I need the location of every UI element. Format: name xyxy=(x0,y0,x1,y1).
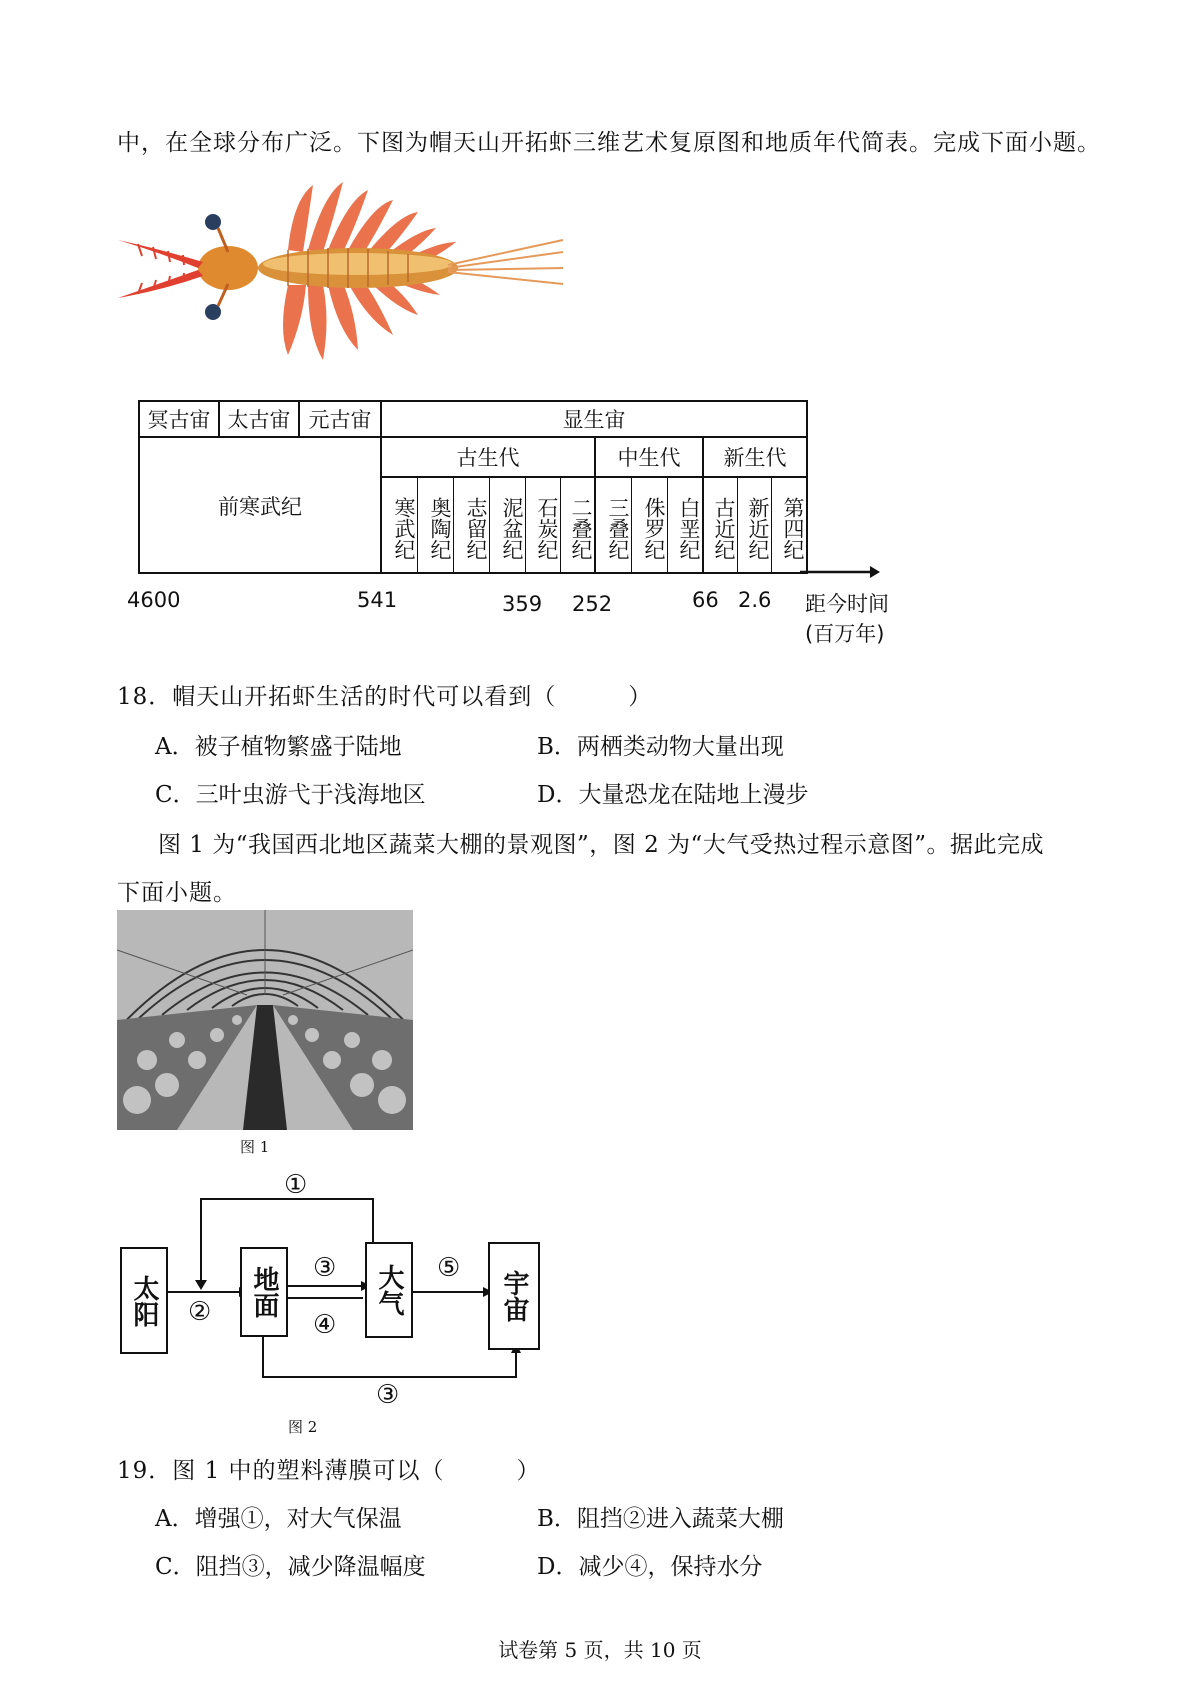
period-triassic: 三叠纪 xyxy=(596,478,632,573)
tick-359: 359 xyxy=(502,592,543,616)
node-atmosphere xyxy=(365,1242,413,1338)
tick-66: 66 xyxy=(692,588,719,612)
period-carboniferous: 石炭纪 xyxy=(526,478,561,573)
q18-option-a[interactable]: A．被子植物繁盛于陆地 xyxy=(155,734,402,760)
intro2-line2: 下面小题。 xyxy=(117,880,237,906)
q19-option-c[interactable]: C．阻挡③，减少降温幅度 xyxy=(155,1554,426,1580)
era-paleozoic: 古生代 xyxy=(382,438,596,478)
precambrian: 前寒武纪 xyxy=(140,438,382,573)
q18-option-b[interactable]: B．两栖类动物大量出现 xyxy=(537,734,784,760)
period-jurassic: 侏罗纪 xyxy=(632,478,668,573)
atmosphere-heating-diagram xyxy=(115,1165,545,1415)
period-permian: 二叠纪 xyxy=(561,478,596,573)
node-universe xyxy=(488,1242,540,1350)
period-ordovician: 奥陶纪 xyxy=(418,478,454,573)
label-4: ④ xyxy=(313,1310,337,1340)
q19-option-b[interactable]: B．阻挡②进入蔬菜大棚 xyxy=(537,1506,784,1532)
eon-hadean: 冥古宙 xyxy=(140,402,220,438)
period-devonian: 泥盆纪 xyxy=(490,478,526,573)
label-3: ③ xyxy=(313,1253,337,1283)
period-quaternary: 第四纪 xyxy=(781,497,805,560)
axis-label-time: 距今时间 xyxy=(805,592,889,616)
label-1: ① xyxy=(284,1170,308,1200)
tick-2.6: 2.6 xyxy=(738,588,772,612)
tick-4600: 4600 xyxy=(127,588,181,612)
q18-option-c[interactable]: C．三叶虫游弋于浅海地区 xyxy=(155,782,426,808)
time-axis-arrow xyxy=(800,562,880,582)
node-sun xyxy=(120,1247,168,1354)
shrimp-fossil-illustration xyxy=(118,180,618,365)
label-3-bottom: ③ xyxy=(376,1380,400,1410)
node-universe-label: 宇宙 xyxy=(499,1270,529,1322)
intro2-line1: 图 1 为“我国西北地区蔬菜大棚的景观图”，图 2 为“大气受热过程示意图”。据此完成 xyxy=(158,832,1045,858)
fig2-caption: 图 2 xyxy=(288,1418,318,1436)
era-mesozoic: 中生代 xyxy=(596,438,704,478)
q19-stem: 19．图 1 中的塑料薄膜可以（ ） xyxy=(117,1458,541,1484)
node-ground-label: 地面 xyxy=(249,1266,279,1318)
tick-541: 541 xyxy=(357,588,398,612)
eon-proterozoic: 元古宙 xyxy=(300,402,382,438)
node-ground xyxy=(240,1247,288,1337)
node-sun-label: 太阳 xyxy=(129,1274,159,1327)
fig1-caption: 图 1 xyxy=(240,1138,270,1156)
period-paleogene: 古近纪 xyxy=(704,478,738,573)
label-2: ② xyxy=(188,1297,212,1327)
q19-option-a[interactable]: A．增强①，对大气保温 xyxy=(155,1506,402,1532)
period-cretaceous: 白垩纪 xyxy=(668,478,704,573)
q18-stem: 18．帽天山开拓虾生活的时代可以看到（ ） xyxy=(117,684,653,710)
eon-archean: 太古宙 xyxy=(220,402,300,438)
period-silurian: 志留纪 xyxy=(454,478,490,573)
tick-252: 252 xyxy=(572,592,613,616)
eon-phanerozoic: 显生宙 xyxy=(382,402,806,438)
period-cambrian: 寒武纪 xyxy=(382,478,418,573)
period-neogene: 新近纪 xyxy=(738,478,772,573)
era-cenozoic: 新生代 xyxy=(704,438,806,478)
q18-option-d[interactable]: D．大量恐龙在陆地上漫步 xyxy=(537,782,809,808)
q19-option-d[interactable]: D．减少④，保持水分 xyxy=(537,1554,763,1580)
geologic-time-table xyxy=(138,400,808,574)
label-5: ⑤ xyxy=(437,1253,461,1283)
intro-text: 中，在全球分布广泛。下图为帽天山开拓虾三维艺术复原图和地质年代简表。完成下面小题。 xyxy=(117,130,1101,156)
node-atmosphere-label: 大气 xyxy=(374,1264,404,1316)
page-footer: 试卷第 5 页，共 10 页 xyxy=(498,1638,702,1662)
greenhouse-photo xyxy=(117,910,413,1130)
axis-label-unit: (百万年) xyxy=(805,622,885,646)
